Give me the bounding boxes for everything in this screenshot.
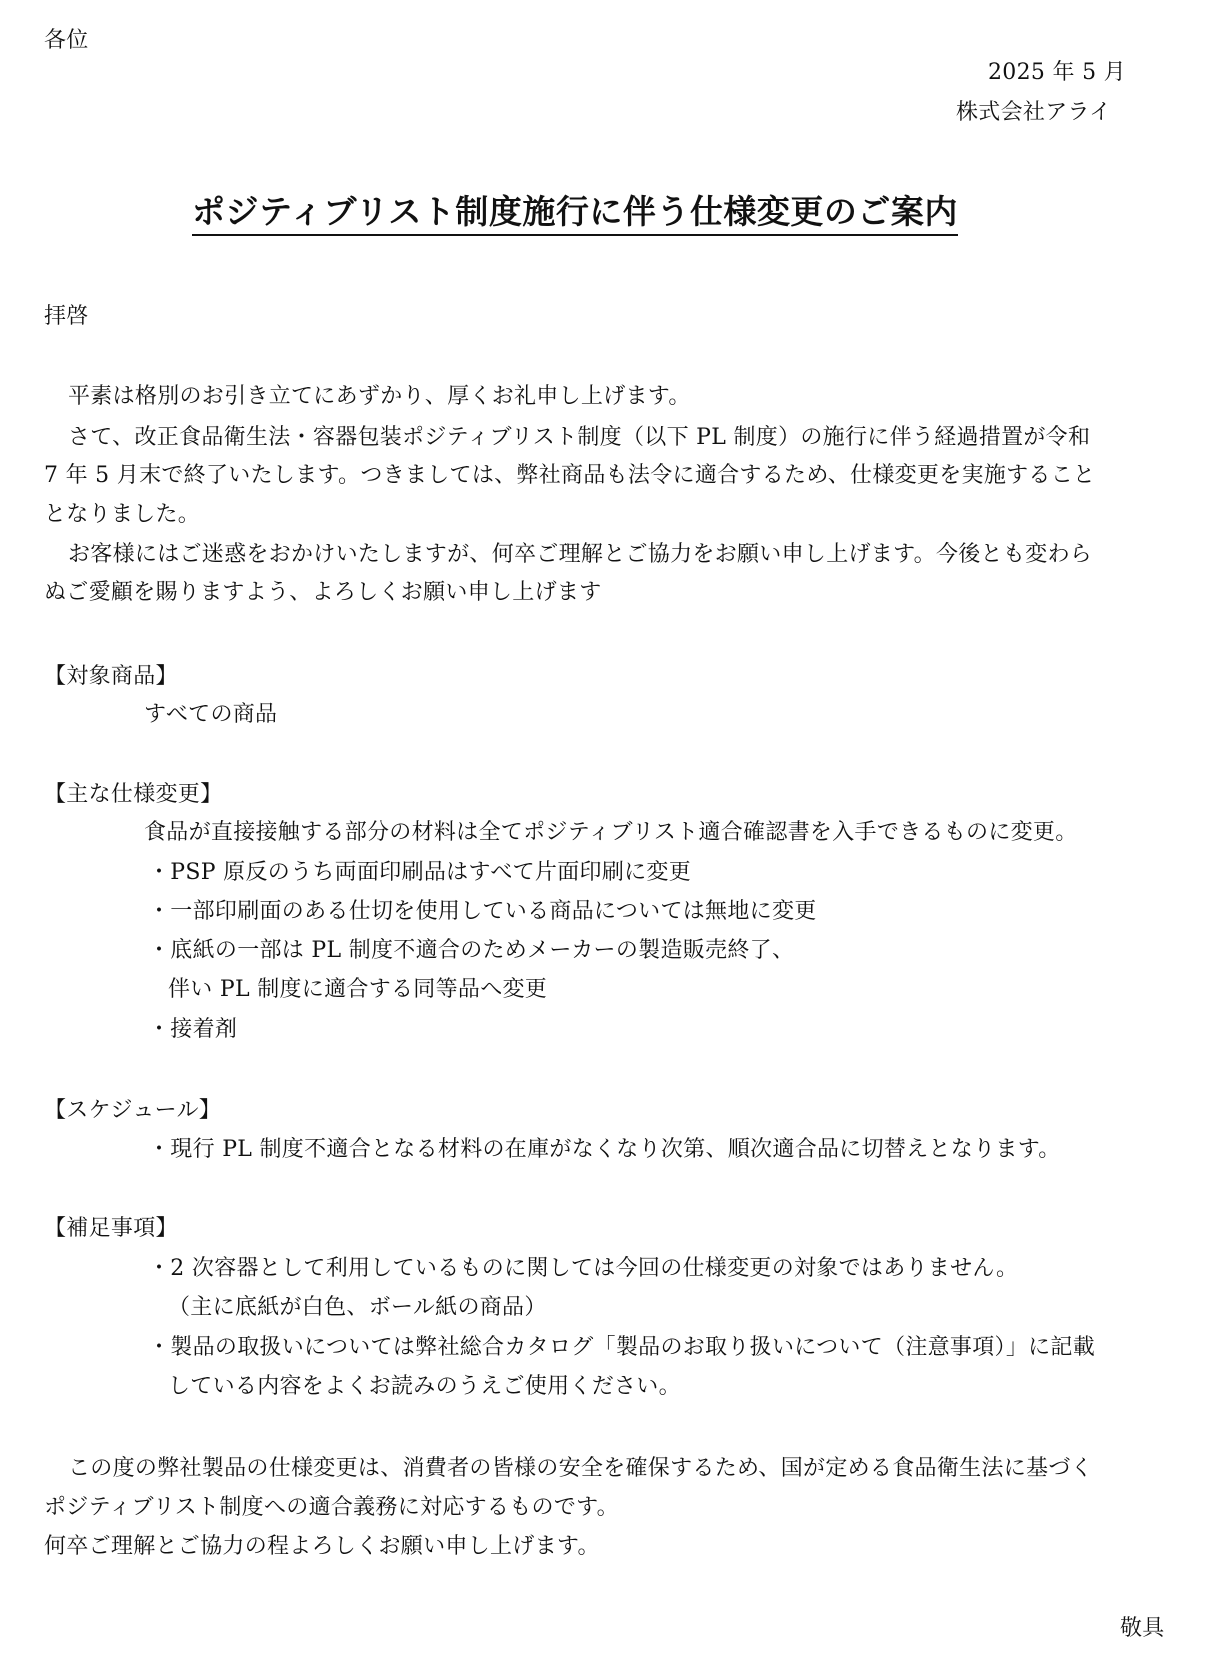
closing-line-1: この度の弊社製品の仕様変更は、消費者の皆様の安全を確保するため、国が定める食品衛生法に基づく (68, 1456, 1093, 1481)
notes-item-2-line-2: している内容をよくお読みのうえご使用ください。 (168, 1374, 681, 1399)
changes-item-4: ・接着剤 (148, 1017, 238, 1042)
section-heading-notes: 【補足事項】 (44, 1216, 178, 1241)
intro-paragraph-1: 平素は格別のお引き立てにあずかり、厚くお礼申し上げます。 (68, 384, 691, 409)
issue-date: 2025 年 5 月 (988, 60, 1126, 85)
salutation: 拝啓 (44, 304, 89, 329)
changes-lead: 食品が直接接触する部分の材料は全てポジティブリスト適合確認書を入手できるものに変更。 (144, 820, 1078, 845)
section-heading-target: 【対象商品】 (44, 664, 178, 689)
company-name: 株式会社アライ (956, 100, 1112, 125)
changes-item-3-line-1: ・底紙の一部は PL 制度不適合のためメーカーの製造販売終了、 (148, 938, 795, 963)
schedule-item-1: ・現行 PL 制度不適合となる材料の在庫がなくなり次第、順次適合品に切替えとなります。 (148, 1137, 1061, 1162)
addressee: 各位 (44, 28, 89, 53)
target-products: すべての商品 (144, 702, 278, 727)
changes-item-3-line-2: 伴い PL 制度に適合する同等品へ変更 (168, 977, 548, 1002)
intro-paragraph-2-line-2: 7 年 5 月末で終了いたします。つきましては、弊社商品も法令に適合するため、仕様変更を実施すること (44, 463, 1096, 488)
section-heading-schedule: 【スケジュール】 (44, 1098, 222, 1123)
intro-paragraph-2-line-1: さて、改正食品衛生法・容器包装ポジティブリスト制度（以下 PL 制度）の施行に伴う経過措置が令和 (68, 425, 1091, 450)
notes-item-2-line-1: ・製品の取扱いについては弊社総合カタログ「製品のお取り扱いについて（注意事項）」に記載 (148, 1335, 1096, 1360)
section-heading-changes: 【主な仕様変更】 (44, 782, 223, 807)
intro-paragraph-3-line-1: お客様にはご迷惑をおかけいたしますが、何卒ご理解とご協力をお願い申し上げます。今後とも変わら (68, 542, 1093, 567)
intro-paragraph-3-line-2: ぬご愛顧を賜りますよう、よろしくお願い申し上げます (44, 580, 602, 605)
closing-line-2: ポジティブリスト制度への適合義務に対応するものです。 (44, 1495, 619, 1520)
notes-item-1-line-1: ・2 次容器として利用しているものに関しては今回の仕様変更の対象ではありません。 (148, 1256, 1019, 1281)
sign-off: 敬具 (1120, 1616, 1165, 1641)
changes-item-2: ・一部印刷面のある仕切を使用している商品については無地に変更 (148, 899, 817, 924)
intro-paragraph-2-line-3: となりました。 (44, 502, 201, 527)
closing-line-3: 何卒ご理解とご協力の程よろしくお願い申し上げます。 (44, 1534, 600, 1559)
changes-item-1: ・PSP 原反のうち両面印刷品はすべて片面印刷に変更 (148, 860, 692, 885)
notes-item-1-line-2: （主に底紙が白色、ボール紙の商品） (168, 1295, 547, 1320)
document-title: ポジティブリスト制度施行に伴う仕様変更のご案内 (192, 192, 958, 236)
